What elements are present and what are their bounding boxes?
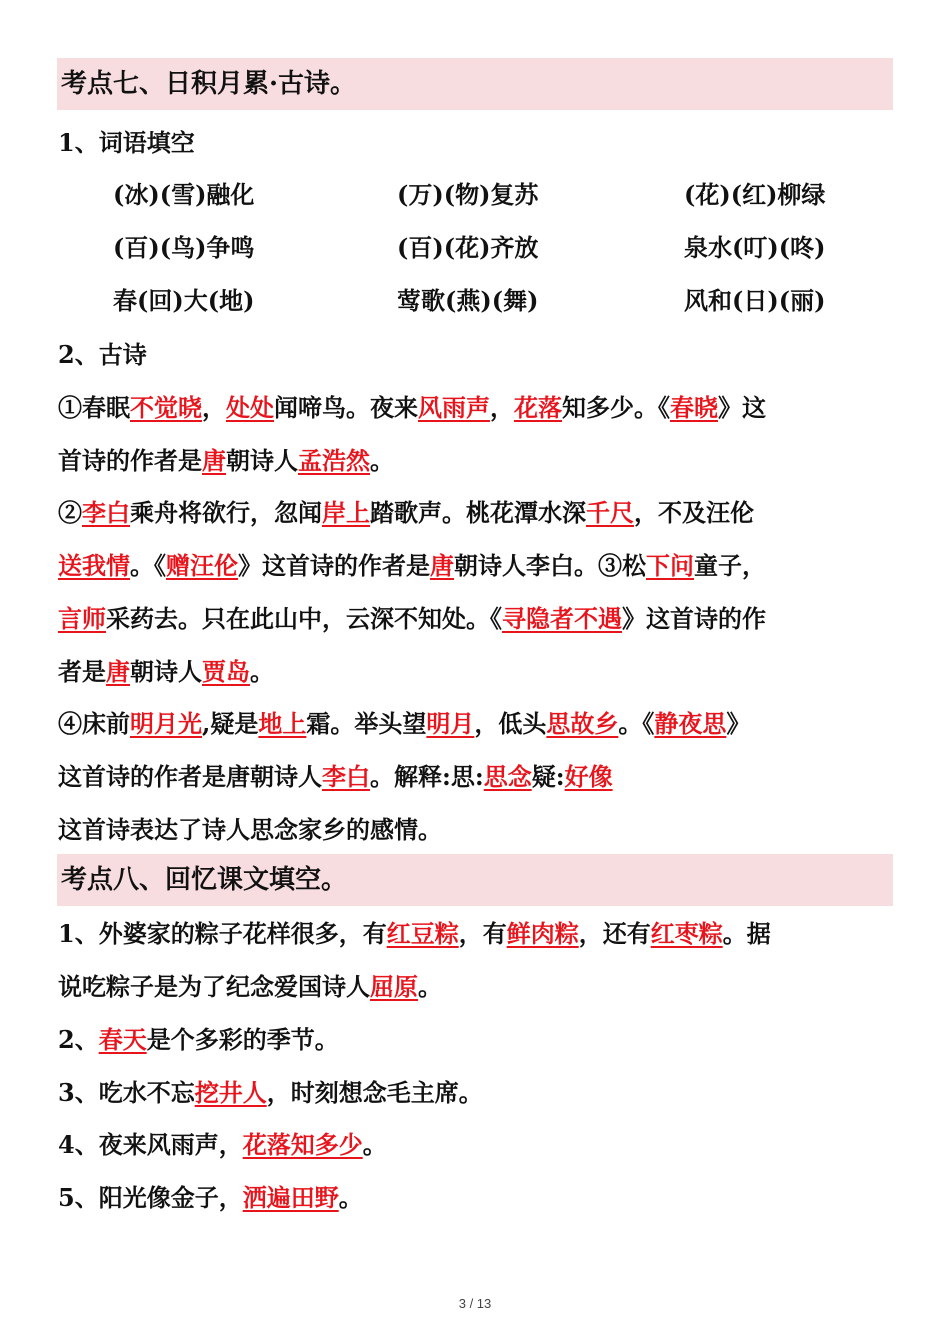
answer-blank: 不觉晓 xyxy=(130,393,202,422)
answer-blank: 寻隐者不遇 xyxy=(502,604,622,633)
text-line xyxy=(58,1183,898,1213)
text-segment: 2、 xyxy=(58,1025,99,1054)
text-segment: ，不及汪伦 xyxy=(634,498,754,527)
answer-blank: 风雨声 xyxy=(418,393,490,422)
text-line xyxy=(58,657,898,687)
text-line xyxy=(58,1078,898,1108)
text-segment: 》这首诗的作者是 xyxy=(238,551,430,580)
text-segment: 采药去。只在此山中，云深不知处。《 xyxy=(106,604,502,633)
text-segment: 》这 xyxy=(718,393,766,422)
text-segment: 。 xyxy=(418,972,442,1001)
text-segment: ，还有 xyxy=(578,919,651,948)
answer-blank: 贾岛 xyxy=(202,657,250,686)
section7-heading: 考点七、日积月累·古诗。 xyxy=(57,58,893,110)
text-segment: 3、吃水不忘 xyxy=(58,1078,195,1107)
answer-blank: 屈原 xyxy=(370,972,418,1001)
text-line xyxy=(58,604,898,634)
word-fill-item: (万)(物)复苏 xyxy=(397,180,539,209)
text-segment: 踏歌声。桃花潭水深 xyxy=(370,498,586,527)
text-segment: 朝诗人 xyxy=(226,446,298,475)
answer-blank: 处处 xyxy=(226,393,274,422)
text-segment: 者是 xyxy=(58,657,106,686)
word-fill-item: 春(回)大(地) xyxy=(113,286,255,315)
word-fill-item: (百)(鸟)争鸣 xyxy=(113,233,255,262)
text-line xyxy=(58,551,898,581)
text-segment: 。 xyxy=(250,657,274,686)
answer-blank: 花落 xyxy=(514,393,562,422)
answer-blank: 岸上 xyxy=(322,498,370,527)
text-segment: 童子， xyxy=(694,551,766,580)
text-segment: ①春眠 xyxy=(58,393,130,422)
text-line xyxy=(58,815,898,845)
text-segment: ，有 xyxy=(458,919,507,948)
text-line xyxy=(58,762,898,792)
text-line xyxy=(58,1130,898,1160)
text-line xyxy=(58,498,898,528)
word-fill-item: 莺歌(燕)(舞) xyxy=(397,286,539,315)
text-line xyxy=(58,393,898,423)
answer-blank: 唐 xyxy=(106,657,130,686)
text-line xyxy=(58,709,898,739)
text-segment: 1、外婆家的粽子花样很多，有 xyxy=(58,919,387,948)
answer-blank: 红豆粽 xyxy=(386,919,459,948)
answer-blank: 挖井人 xyxy=(194,1078,267,1107)
text-segment: 闻啼鸟。夜来 xyxy=(274,393,418,422)
sub-heading-poems: 2、古诗 xyxy=(58,340,147,369)
answer-blank: 唐 xyxy=(202,446,226,475)
text-segment: 是个多彩的季节。 xyxy=(146,1025,339,1054)
text-line xyxy=(58,1025,898,1055)
answer-blank: 地上 xyxy=(258,709,307,738)
text-segment: 这首诗表达了诗人思念家乡的感情。 xyxy=(58,815,442,844)
answer-blank: 言师 xyxy=(58,604,106,633)
text-segment: 知多少。《 xyxy=(562,393,670,422)
word-fill-item: (百)(花)齐放 xyxy=(397,233,539,262)
answer-blank: 赠汪伦 xyxy=(166,551,238,580)
word-fill-item: (冰)(雪)融化 xyxy=(113,180,255,209)
answer-blank: 红枣粽 xyxy=(650,919,723,948)
text-segment: 》这首诗的作 xyxy=(622,604,766,633)
word-fill-item: 泉水(叮)(咚) xyxy=(684,233,826,262)
text-segment: 朝诗人 xyxy=(130,657,202,686)
word-fill-item: 风和(日)(丽) xyxy=(684,286,826,315)
text-segment: 首诗的作者是 xyxy=(58,446,202,475)
answer-blank: 千尺 xyxy=(586,498,634,527)
word-fill-item: (花)(红)柳绿 xyxy=(684,180,826,209)
text-segment: 乘舟将欲行，忽闻 xyxy=(130,498,322,527)
answer-blank: 唐 xyxy=(430,551,454,580)
text-segment: ， xyxy=(202,393,226,422)
answer-blank: 花落知多少 xyxy=(242,1130,363,1159)
sub-heading-word-fill: 1、词语填空 xyxy=(58,128,195,157)
text-segment: 。 xyxy=(362,1130,387,1159)
text-segment: 这首诗的作者是唐朝诗人 xyxy=(58,762,322,791)
text-segment: ， xyxy=(490,393,514,422)
text-segment: ，低头 xyxy=(474,709,547,738)
answer-blank: 下问 xyxy=(646,551,694,580)
text-segment: 疑: xyxy=(531,762,565,791)
text-segment: 》 xyxy=(726,709,751,738)
text-segment: 。据 xyxy=(722,919,771,948)
answer-blank: 明月光 xyxy=(130,709,202,738)
text-segment: 。 xyxy=(338,1183,363,1212)
page-number: 3 / 13 xyxy=(458,1296,492,1311)
text-segment: 霜。举头望 xyxy=(306,709,427,738)
answer-blank: 洒遍田野 xyxy=(242,1183,339,1212)
text-segment: ④床前 xyxy=(58,709,130,738)
text-segment: 。解释:思: xyxy=(370,762,484,791)
text-line xyxy=(58,446,898,476)
answer-blank: 明月 xyxy=(426,709,475,738)
answer-blank: 孟浩然 xyxy=(298,446,370,475)
text-segment: ,疑是 xyxy=(202,709,259,738)
text-segment: 5、阳光像金子， xyxy=(58,1183,243,1212)
text-segment: ② xyxy=(58,498,82,527)
answer-blank: 春天 xyxy=(98,1025,147,1054)
text-segment: 。《 xyxy=(618,709,655,738)
answer-blank: 好像 xyxy=(564,762,613,791)
section8-heading: 考点八、回忆课文填空。 xyxy=(57,854,893,906)
answer-blank: 春晓 xyxy=(670,393,718,422)
answer-blank: 静夜思 xyxy=(654,709,727,738)
text-segment: 4、夜来风雨声， xyxy=(58,1130,243,1159)
answer-blank: 送我情 xyxy=(58,551,130,580)
text-segment: 。 xyxy=(370,446,394,475)
text-segment: 。《 xyxy=(130,551,166,580)
text-line xyxy=(58,972,898,1002)
answer-blank: 李白 xyxy=(82,498,130,527)
text-segment: 朝诗人李白。③松 xyxy=(454,551,646,580)
text-segment: ，时刻想念毛主席。 xyxy=(266,1078,483,1107)
text-segment: 说吃粽子是为了纪念爱国诗人 xyxy=(58,972,370,1001)
text-line xyxy=(58,919,898,949)
answer-blank: 鲜肉粽 xyxy=(506,919,579,948)
answer-blank: 思念 xyxy=(483,762,532,791)
answer-blank: 思故乡 xyxy=(546,709,619,738)
answer-blank: 李白 xyxy=(322,762,370,791)
